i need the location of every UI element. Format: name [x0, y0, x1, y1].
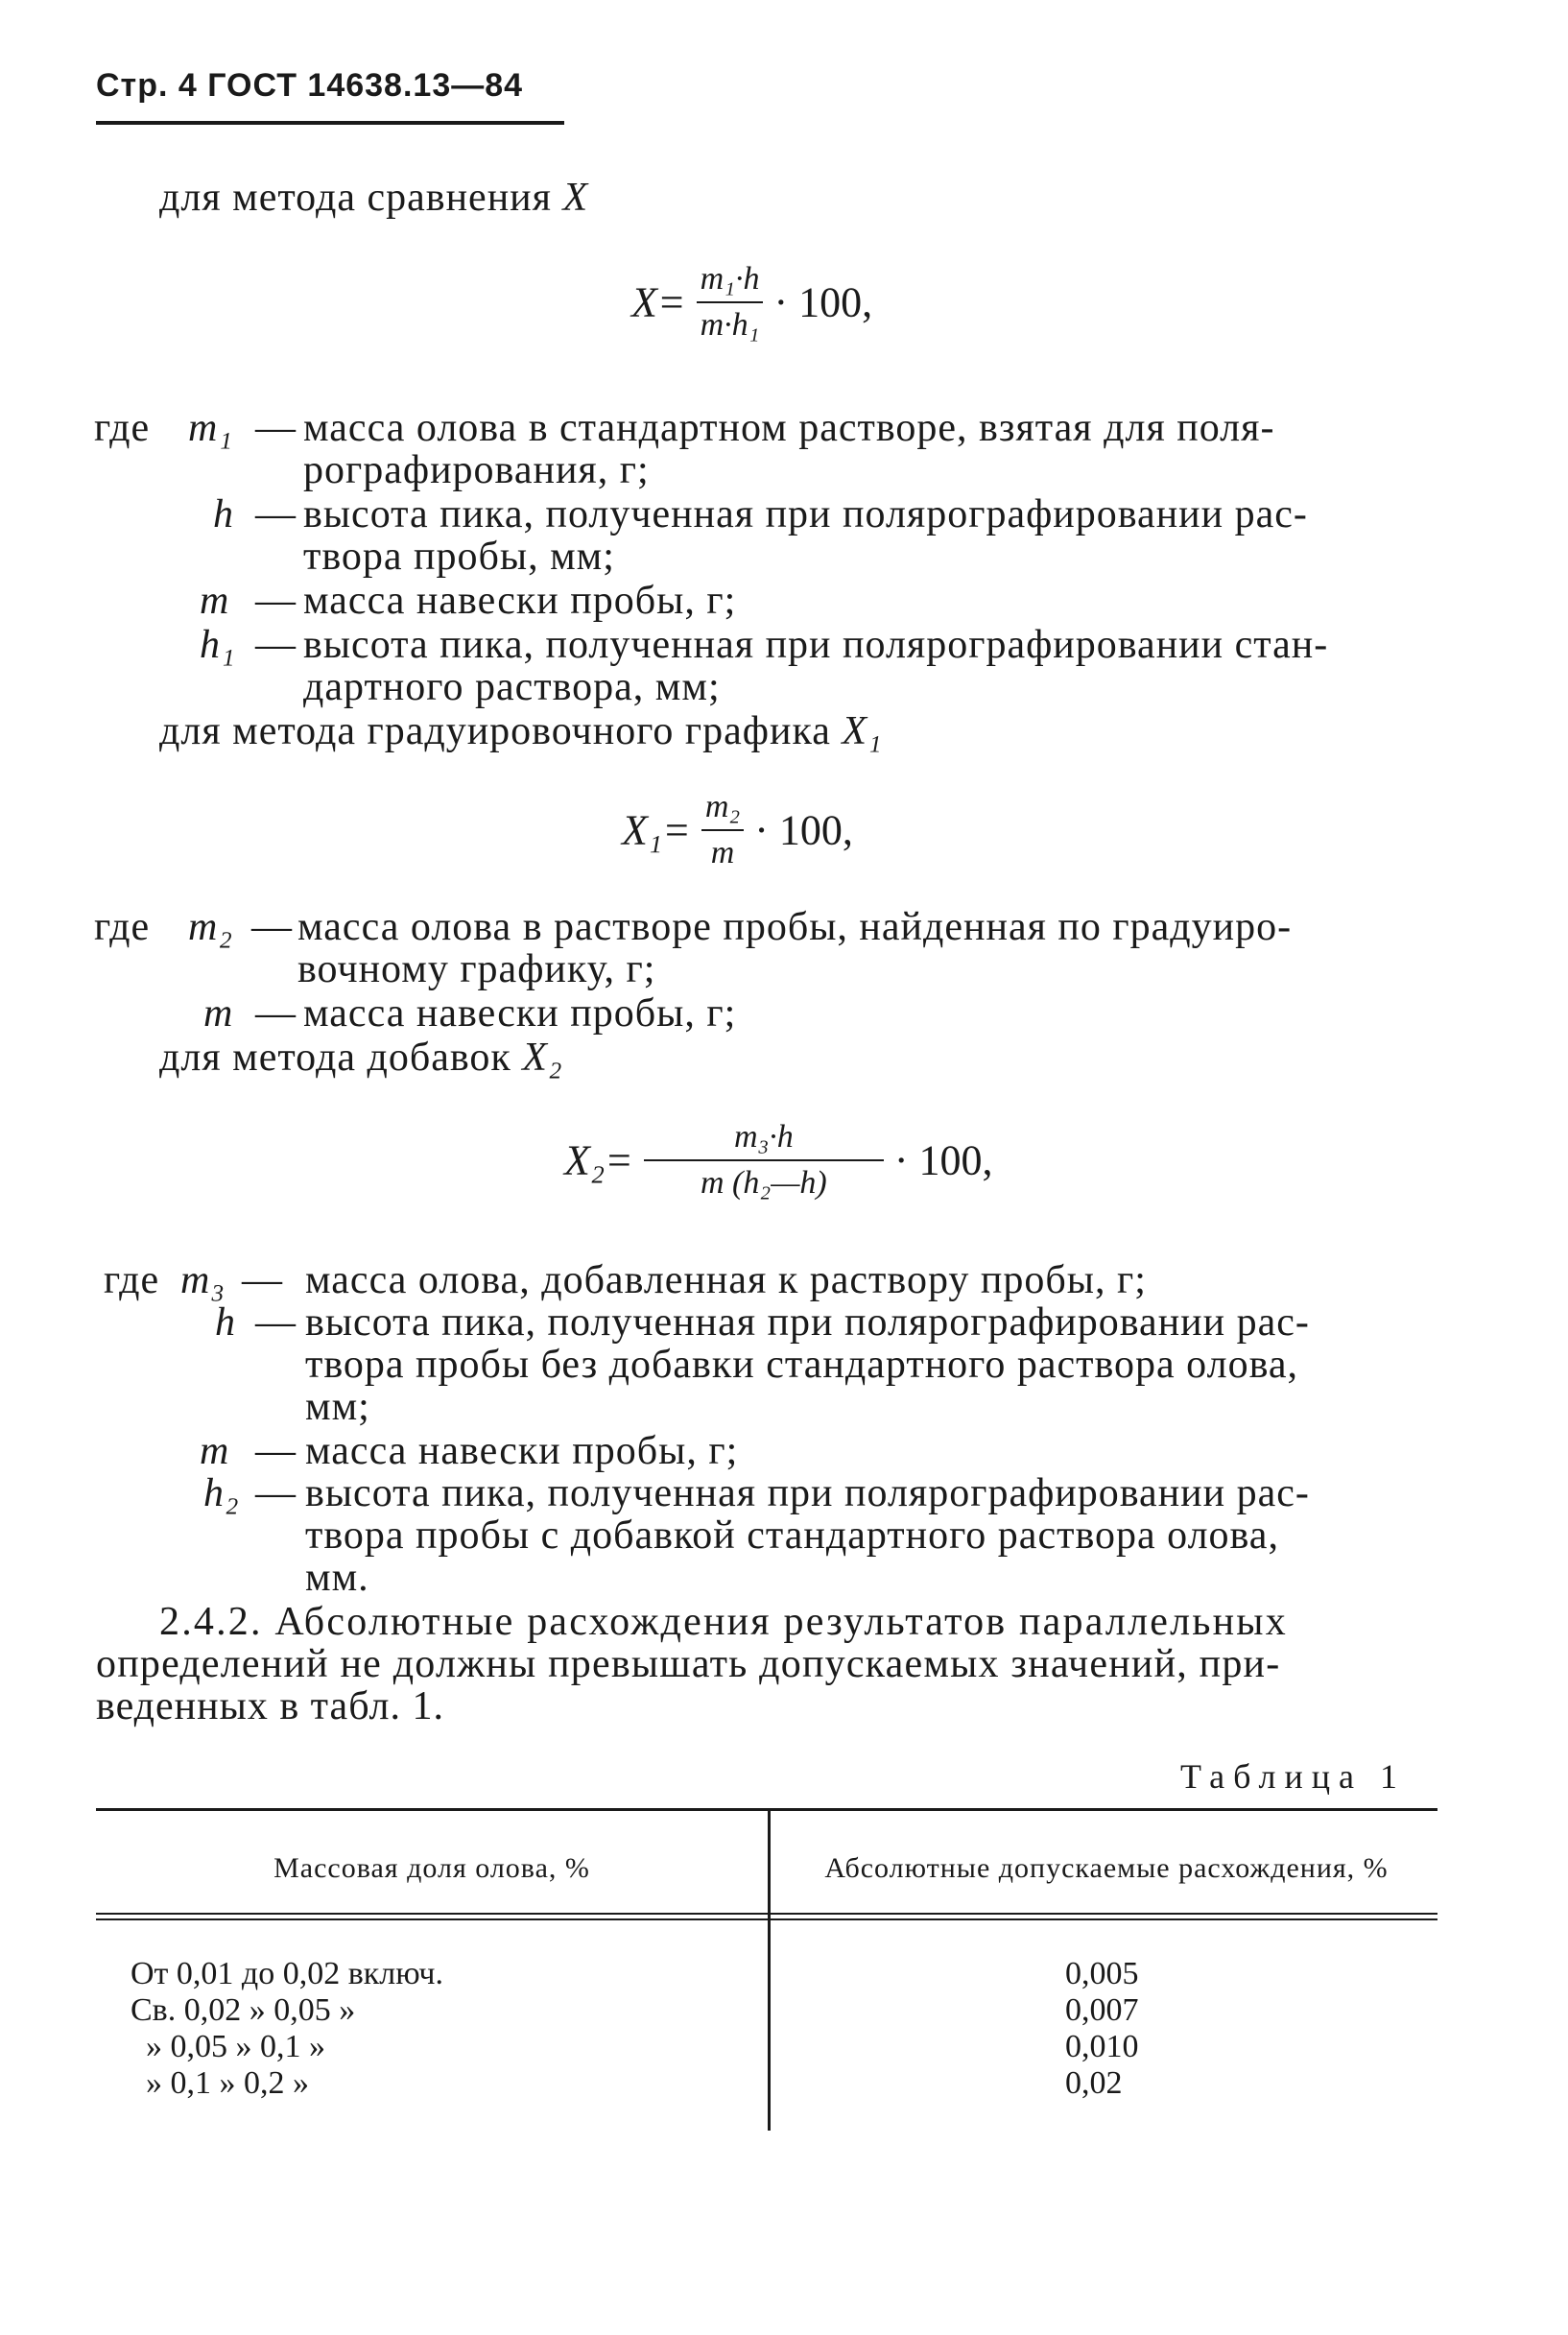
formula-x1-lhs: X₁=	[622, 806, 691, 854]
table-cell-range: От 0,01 до 0,02 включ.	[131, 1956, 443, 1991]
formula-x-tail: · 100,	[773, 278, 873, 326]
formula-x2-denominator: m (h₂—h)	[701, 1165, 827, 1201]
def-text: твора пробы с добавкой стандартного раствора олова,	[305, 1513, 1279, 1558]
def-text: высота пика, полученная при полярографировании стан-	[303, 623, 1329, 667]
section2-intro-text: для метода градуировочного графика	[159, 709, 831, 753]
table-header-rule	[96, 1918, 1437, 1920]
def-symbol: m	[200, 579, 230, 623]
def-dash: —	[255, 492, 296, 536]
table-header-rule	[96, 1913, 1437, 1915]
table-header-cell: Абсолютные допускаемые расхождения, %	[824, 1852, 1389, 1884]
def-dash: —	[255, 579, 296, 623]
def-text: масса навески пробы, г;	[303, 579, 737, 623]
table-caption: Таблица 1	[1180, 1757, 1406, 1796]
header-rule	[96, 121, 564, 125]
def-dash: —	[251, 905, 292, 949]
section3-intro	[159, 1035, 563, 1081]
def-dash: —	[255, 1429, 296, 1473]
def-text: масса олова в стандартном растворе, взятая для поля-	[303, 406, 1275, 450]
def-symbol: m₁	[188, 406, 233, 450]
def-symbol: m	[203, 991, 234, 1036]
formula-x-fraction	[697, 261, 764, 344]
def-symbol: m	[200, 1429, 230, 1473]
def-dash: —	[242, 1258, 282, 1302]
def-dash: —	[255, 991, 296, 1036]
formula-x1-numerator: m₂	[701, 789, 744, 831]
section3-where: где	[104, 1258, 160, 1302]
table-top-rule	[96, 1808, 1437, 1811]
def-text: масса навески пробы, г;	[305, 1429, 739, 1473]
def-dash: —	[255, 623, 296, 667]
def-text: высота пика, полученная при полярографировании рас-	[305, 1471, 1310, 1515]
formula-x	[631, 261, 872, 344]
def-dash: —	[255, 406, 296, 450]
def-symbol: m₂	[188, 905, 233, 949]
page-header: Стр. 4 ГОСТ 14638.13—84	[96, 67, 524, 104]
table-header-cell: Массовая доля олова, %	[273, 1852, 590, 1884]
formula-x2-tail: · 100,	[893, 1136, 993, 1184]
formula-x2-numerator: m₃·h	[644, 1119, 884, 1161]
formula-x-lhs: X=	[631, 278, 686, 326]
def-symbol: h₁	[200, 623, 236, 667]
table-cell-value: 0,005	[1065, 1956, 1139, 1991]
formula-x2	[564, 1119, 993, 1202]
def-text: высота пика, полученная при полярографировании рас-	[303, 492, 1308, 536]
section3-intro-var: X₂	[522, 1036, 563, 1080]
clause-line: веденных в табл. 1.	[96, 1684, 444, 1728]
clause-line: 2.4.2. Абсолютные расхождения результатов параллельных	[159, 1600, 1288, 1644]
def-text: масса олова в растворе пробы, найденная по градуиро-	[297, 905, 1293, 949]
formula-x2-lhs: X₂=	[564, 1136, 633, 1184]
formula-x1-tail: · 100,	[754, 806, 853, 854]
formula-x-numerator: m₁·h	[697, 261, 764, 303]
def-symbol: m₃	[180, 1258, 226, 1302]
formula-x2-fraction	[644, 1119, 884, 1202]
def-text: твора пробы без добавки стандартного раствора олова,	[305, 1343, 1299, 1387]
def-text: твора пробы, мм;	[303, 535, 615, 579]
section2-intro	[159, 708, 883, 754]
def-text: высота пика, полученная при полярографировании рас-	[305, 1300, 1310, 1345]
def-text: мм;	[305, 1385, 370, 1429]
def-text: дартного раствора, мм;	[303, 665, 721, 709]
def-symbol: h	[213, 492, 234, 536]
def-symbol: h	[215, 1300, 236, 1345]
clause-line: определений не должны превышать допускаемых значений, при-	[96, 1642, 1281, 1686]
formula-x-denominator: m·h₁	[700, 307, 760, 343]
def-dash: —	[255, 1471, 296, 1515]
section2-where: где	[94, 905, 151, 949]
def-symbol: h₂	[203, 1471, 240, 1515]
table-cell-range: » 0,1 » 0,2 »	[146, 2065, 309, 2101]
def-dash: —	[255, 1300, 296, 1345]
formula-x1	[622, 789, 853, 871]
table-cell-value: 0,02	[1065, 2065, 1123, 2101]
def-text: масса навески пробы, г;	[303, 991, 737, 1036]
table-cell-range: Св. 0,02 » 0,05 »	[131, 1992, 356, 2028]
def-text: вочному графику, г;	[297, 947, 656, 991]
def-text: рографирования, г;	[303, 448, 650, 492]
section1-where: где	[94, 406, 151, 450]
formula-x1-fraction	[701, 789, 744, 871]
table-cell-value: 0,010	[1065, 2029, 1139, 2064]
def-text: масса олова, добавленная к раствору пробы, г;	[305, 1258, 1147, 1302]
section1-intro	[159, 175, 588, 221]
formula-x1-denominator: m	[710, 835, 735, 870]
table-cell-range: » 0,05 » 0,1 »	[146, 2029, 325, 2064]
section2-intro-var: X₁	[842, 709, 883, 753]
table-cell-value: 0,007	[1065, 1992, 1139, 2028]
def-text: мм.	[305, 1556, 369, 1600]
section3-intro-text: для метода добавок	[159, 1036, 511, 1080]
section1-intro-text: для метода сравнения	[159, 176, 552, 220]
section1-intro-var: X	[562, 176, 589, 220]
